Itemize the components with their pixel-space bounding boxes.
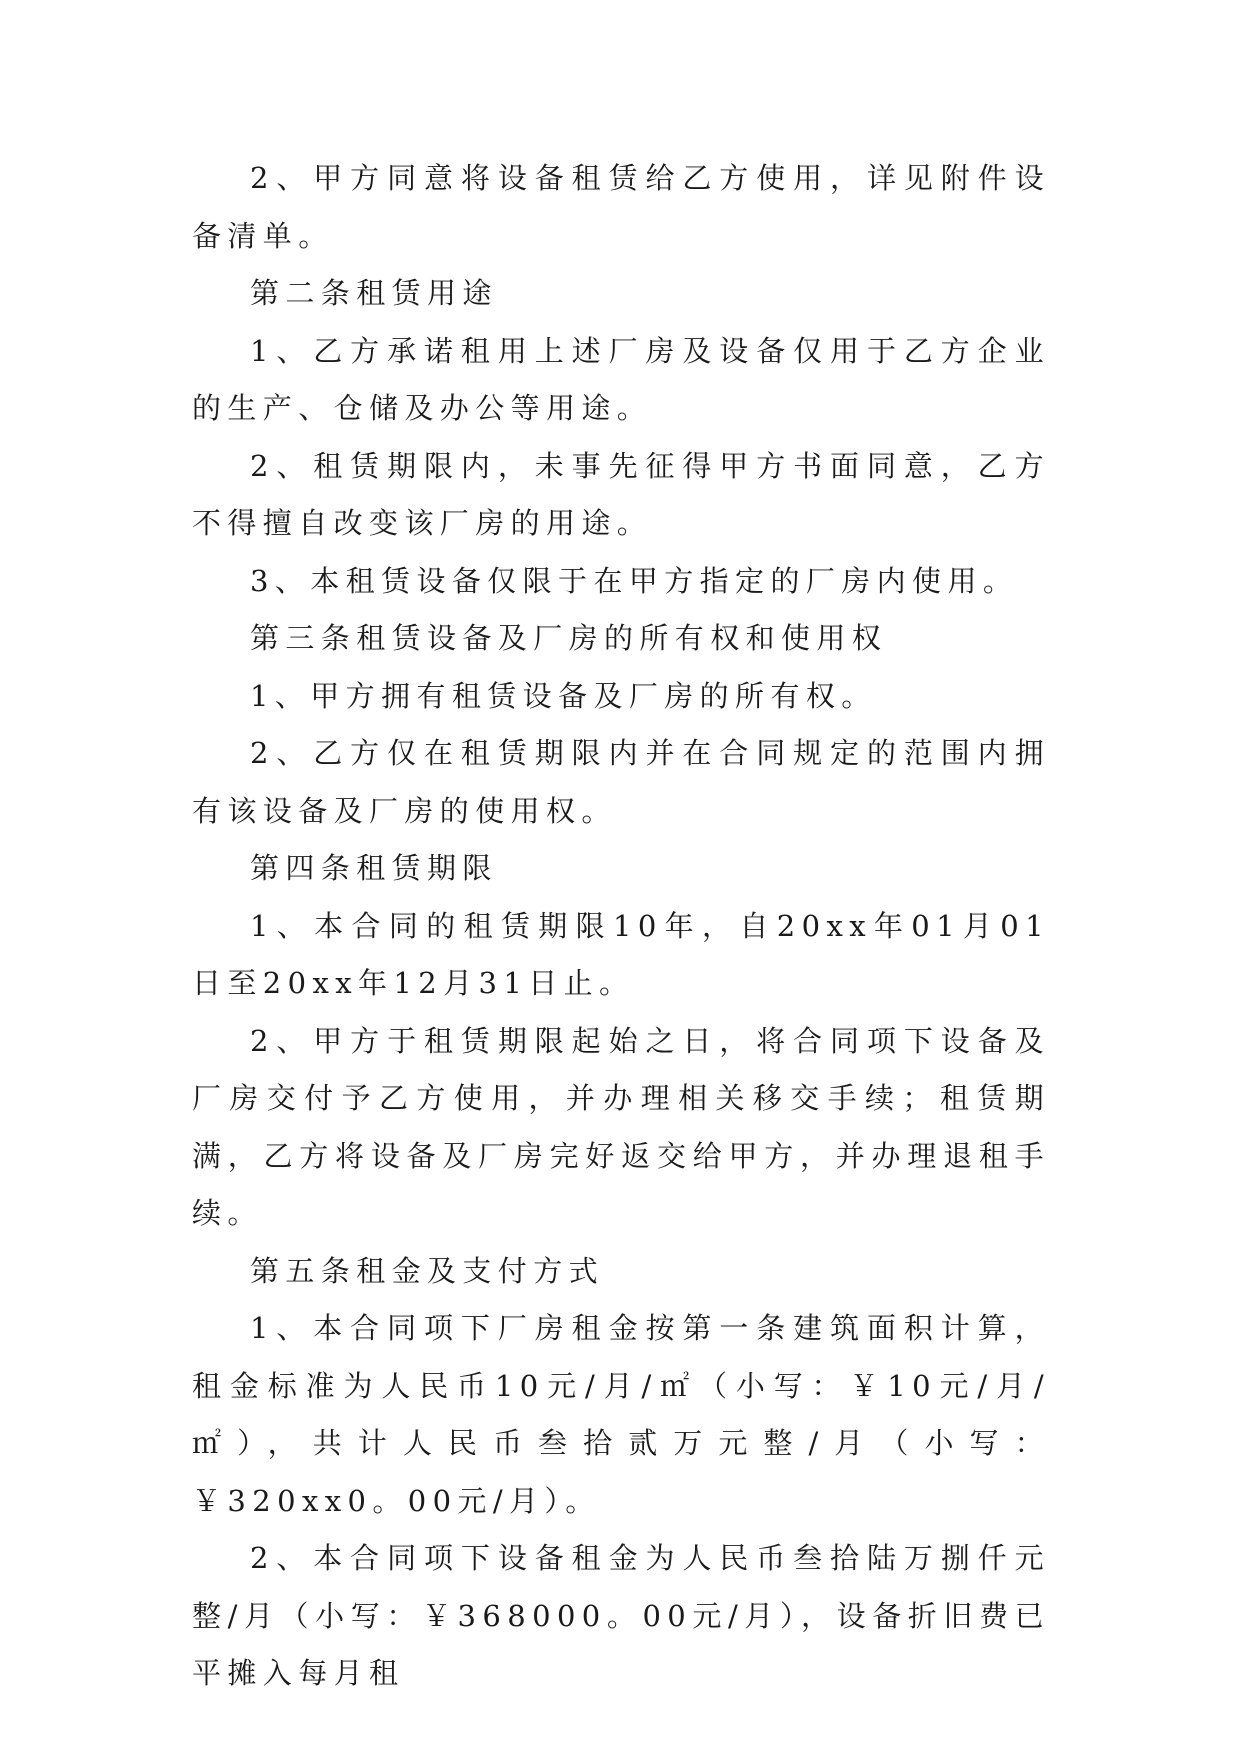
- paragraph-clause-5-item-1: 1、本合同项下厂房租金按第一条建筑面积计算，租金标准为人民币10元/月/㎡（小写：￥10元/月/㎡），共计人民币叁拾贰万元整/月（小写：￥320xx0。00元/月）。: [192, 1311, 1050, 1518]
- paragraph-clause-4-item-1: 1、本合同的租赁期限10年，自20xx年01月01日至20xx年12月31日止。: [192, 908, 1050, 1000]
- document-body: [192, 150, 1050, 1703]
- paragraph-clause-3-item-1: 1、甲方拥有租赁设备及厂房的所有权。: [250, 678, 877, 713]
- paragraph-clause-3-item-2: 2、乙方仅在租赁期限内并在合同规定的范围内拥有该设备及厂房的使用权。: [192, 736, 1050, 828]
- paragraph-clause-1-item-2: 2、甲方同意将设备租赁给乙方使用，详见附件设备清单。: [192, 161, 1050, 253]
- heading-article-5: 第五条租金及支付方式: [250, 1253, 605, 1288]
- heading-article-4: 第四条租赁期限: [250, 851, 498, 885]
- heading-article-3: 第三条租赁设备及厂房的所有权和使用权: [250, 621, 888, 655]
- paragraph-clause-5-item-2: 2、本合同项下设备租金为人民币叁拾陆万捌仟元整/月（小写：￥368000。00元/月），设备折旧费已平摊入每月租: [192, 1541, 1050, 1690]
- paragraph-clause-2-item-2: 2、租赁期限内，未事先征得甲方书面同意，乙方不得擅自改变该厂房的用途。: [192, 448, 1050, 540]
- paragraph-clause-4-item-2: 2、甲方于租赁期限起始之日，将合同项下设备及厂房交付予乙方使用，并办理相关移交手续；租赁期满，乙方将设备及厂房完好返交给甲方，并办理退租手续。: [192, 1023, 1050, 1230]
- paragraph-clause-2-item-3: 3、本租赁设备仅限于在甲方指定的厂房内使用。: [250, 563, 1019, 598]
- paragraph-clause-2-item-1: 1、乙方承诺租用上述厂房及设备仅用于乙方企业的生产、仓储及办公等用途。: [192, 333, 1050, 425]
- heading-article-2: 第二条租赁用途: [250, 276, 498, 310]
